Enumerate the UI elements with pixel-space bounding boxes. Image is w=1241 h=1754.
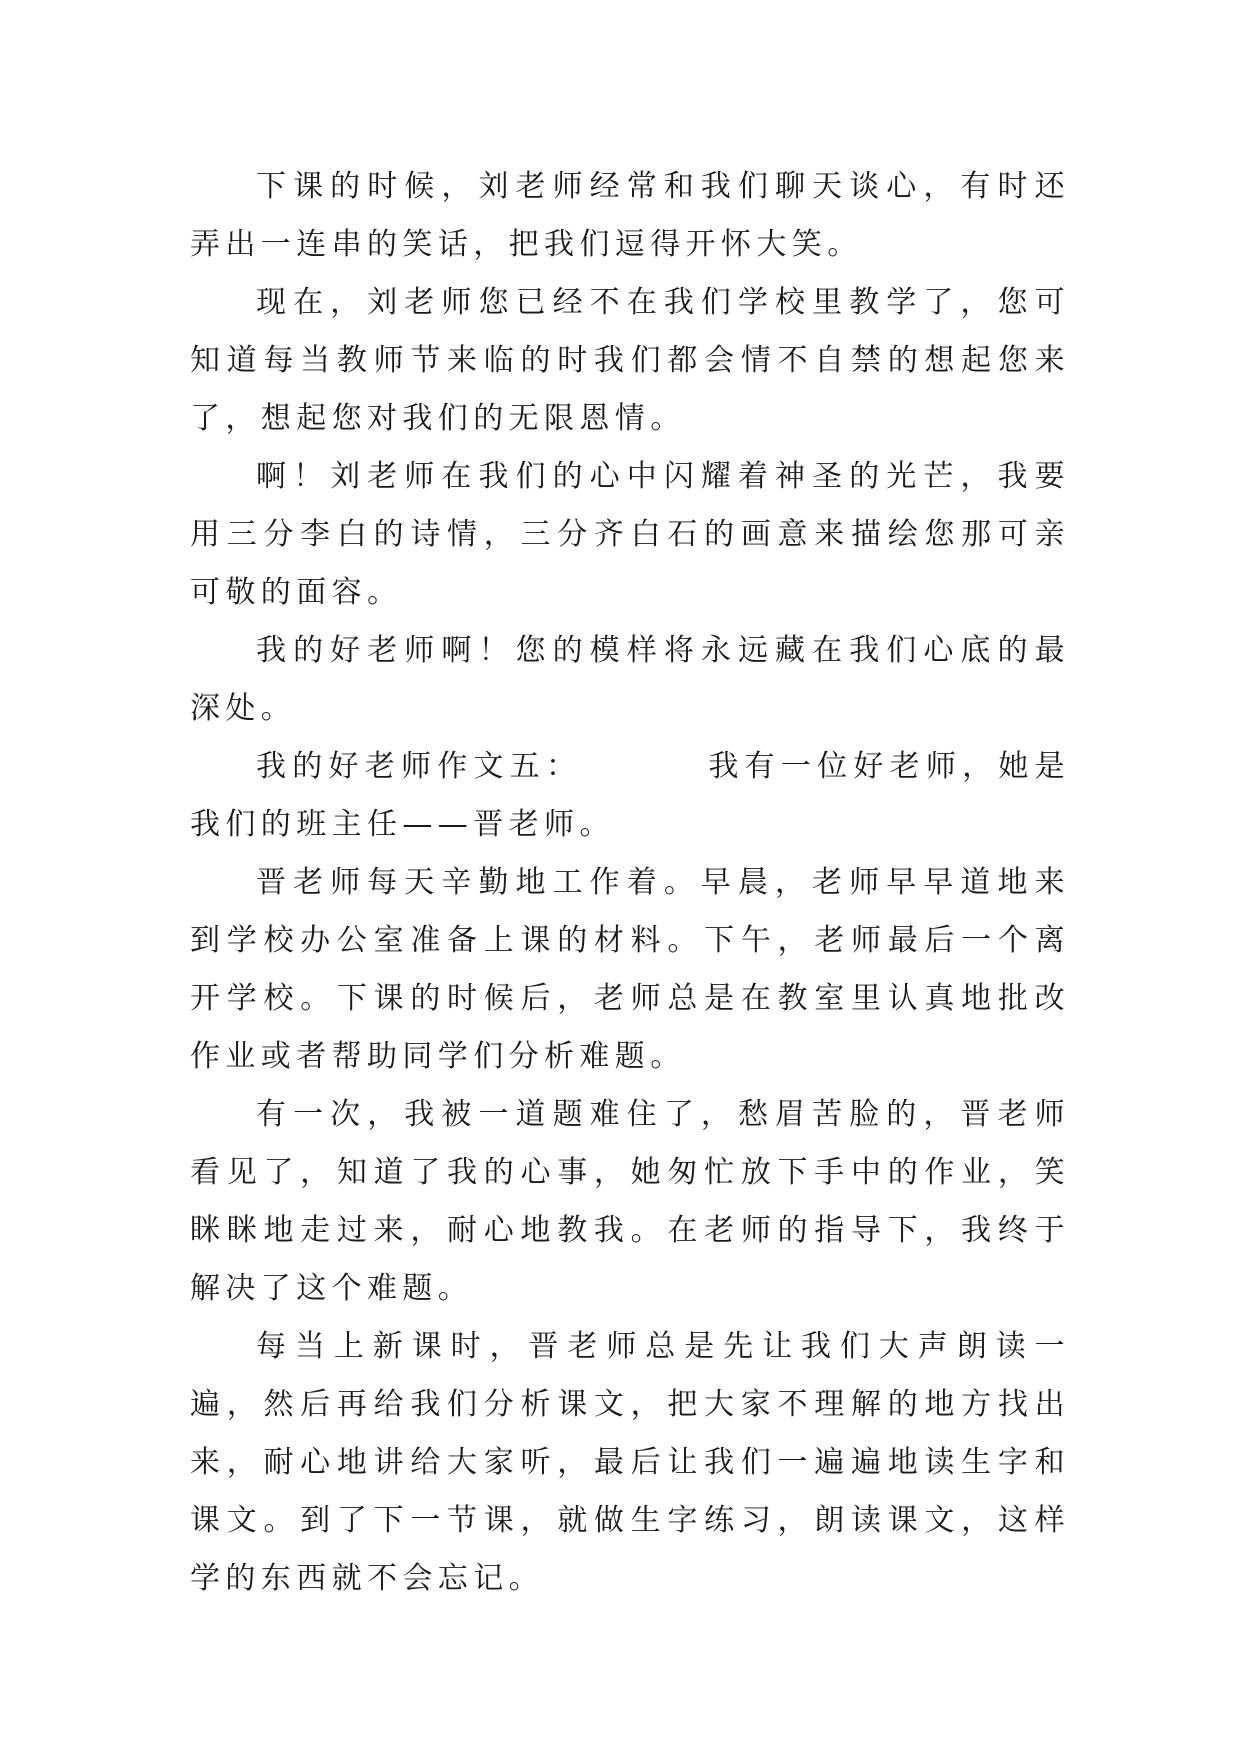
paragraph-8: 每当上新课时，晋老师总是先让我们大声朗读一遍，然后再给我们分析课文，把大家不理解的地方找出来，耐心地讲给大家听，最后让我们一遍遍地读生字和课文。到了下一节课，就做生字练习，朗读课文，这样学的东西就不会忘记。 [190,1329,1070,1596]
document-body [190,158,1070,1608]
paragraph-6: 晋老师每天辛勤地工作着。早晨，老师早早道地来到学校办公室准备上课的材料。下午，老师最后一个离开学校。下课的时候后，老师总是在教室里认真地批改作业或者帮助同学们分析难题。 [190,865,1070,1074]
paragraph-5-essay-heading: 我的好老师作文五： 我有一位好老师，她是我们的班主任——晋老师。 [190,749,1070,842]
paragraph-1: 下课的时候，刘老师经常和我们聊天谈心，有时还弄出一连串的笑话，把我们逗得开怀大笑。 [190,169,1070,262]
paragraph-3: 啊！刘老师在我们的心中闪耀着神圣的光芒，我要用三分李白的诗情，三分齐白石的画意来描绘您那可亲可敬的面容。 [190,459,1070,610]
paragraph-4: 我的好老师啊！您的模样将永远藏在我们心底的最深处。 [190,633,1070,726]
paragraph-2: 现在，刘老师您已经不在我们学校里教学了，您可知道每当教师节来临的时我们都会情不自禁的想起您来了，想起您对我们的无限恩情。 [190,285,1070,436]
paragraph-7: 有一次，我被一道题难住了，愁眉苦脸的，晋老师看见了，知道了我的心事，她匆忙放下手中的作业，笑眯眯地走过来，耐心地教我。在老师的指导下，我终于解决了这个难题。 [190,1097,1070,1306]
